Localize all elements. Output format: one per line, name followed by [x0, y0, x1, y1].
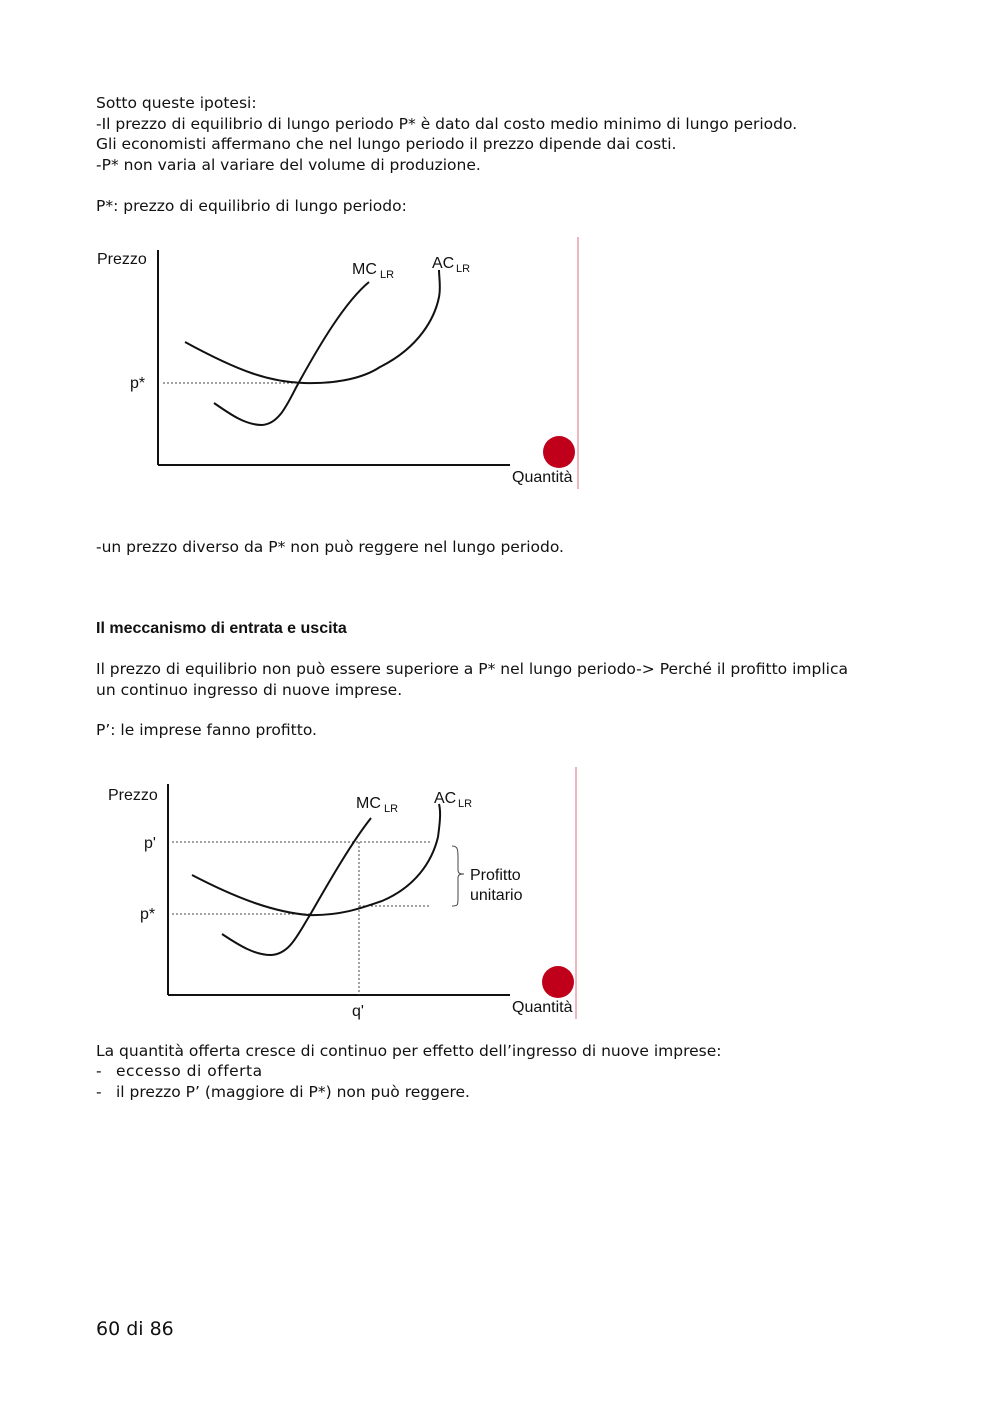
- figure-1-chart: [90, 232, 590, 494]
- intro-line-1: Sotto queste ipotesi:: [96, 94, 257, 112]
- intro-line-4: -P* non varia al variare del volume di produzione.: [96, 156, 481, 174]
- ac-label: AC: [434, 790, 457, 807]
- section-text-line-1: Il prezzo di equilibrio non può essere superiore a P* nel lungo periodo-> Perché il profitto implica: [96, 660, 848, 678]
- bullet-dash: -: [96, 1083, 102, 1101]
- conclusion-item-2: [96, 1082, 470, 1103]
- mc-label: MC: [356, 795, 381, 812]
- x-axis-label: Quantità: [512, 999, 573, 1016]
- profit-brace: [452, 846, 464, 906]
- x-axis-label: Quantità: [512, 469, 573, 486]
- ac-label: AC: [432, 255, 455, 272]
- conclusion-item-2-text: il prezzo P’ (maggiore di P*) non può reggere.: [116, 1083, 470, 1101]
- conclusion-item-1-text: eccesso di offerta: [116, 1062, 263, 1080]
- ac-curve: [192, 804, 440, 915]
- ac-subscript: LR: [458, 798, 473, 810]
- mc-label: MC: [352, 261, 377, 278]
- figure-2-chart: [100, 762, 590, 1024]
- profit-label-line-2: unitario: [470, 887, 523, 904]
- mc-curve: [222, 818, 371, 955]
- red-dot-marker: [542, 966, 574, 998]
- conclusion-intro: La quantità offerta cresce di continuo per effetto dell’ingresso di nuove imprese:: [96, 1042, 722, 1060]
- profit-label-line-1: Profitto: [470, 867, 521, 884]
- p-star-label: p*: [130, 375, 146, 392]
- bullet-dash: -: [96, 1062, 102, 1080]
- p-star-label: p*: [140, 906, 156, 923]
- figure-2-caption: P’: le imprese fanno profitto.: [96, 721, 317, 739]
- q-prime-label: q': [352, 1003, 364, 1020]
- mc-subscript: LR: [384, 803, 399, 815]
- page-number: 60 di 86: [96, 1318, 174, 1340]
- after-figure-1-text: -un prezzo diverso da P* non può reggere nel lungo periodo.: [96, 538, 564, 556]
- intro-line-3: Gli economisti affermano che nel lungo periodo il prezzo dipende dai costi.: [96, 135, 677, 153]
- red-dot-marker: [543, 436, 575, 468]
- p-prime-label: p': [144, 835, 156, 852]
- mc-subscript: LR: [380, 269, 395, 281]
- conclusion-item-1: [96, 1061, 263, 1082]
- section-heading: Il meccanismo di entrata e uscita: [96, 620, 347, 637]
- ac-curve: [185, 270, 440, 383]
- y-axis-label: Prezzo: [108, 787, 158, 804]
- ac-subscript: LR: [456, 263, 471, 275]
- y-axis-label: Prezzo: [97, 251, 147, 268]
- mc-curve: [214, 282, 369, 425]
- figure-1-caption: P*: prezzo di equilibrio di lungo periodo:: [96, 197, 407, 215]
- section-text-line-2: un continuo ingresso di nuove imprese.: [96, 681, 403, 699]
- intro-line-2: -Il prezzo di equilibrio di lungo periodo P* è dato dal costo medio minimo di lungo periodo.: [96, 115, 798, 133]
